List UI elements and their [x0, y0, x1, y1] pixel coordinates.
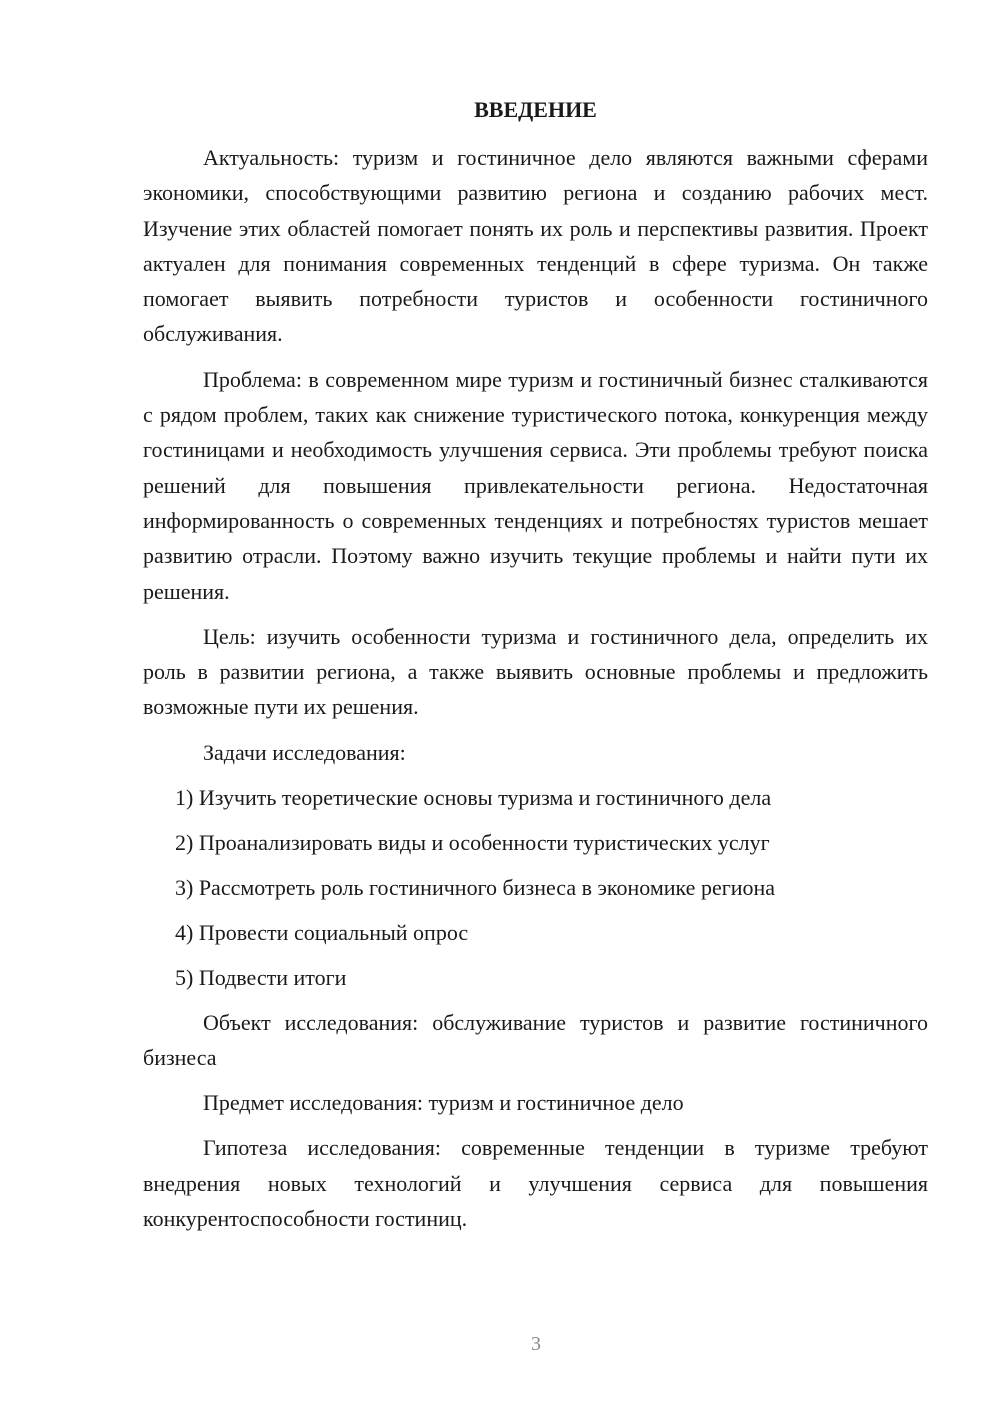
goal-paragraph: Цель: изучить особенности туризма и гостиничного дела, определить их роль в развитии региона, а также выявить основные проблемы и предложить возможные пути их решения. [143, 623, 928, 720]
task-item: 3) Рассмотреть роль гостиничного бизнеса в экономике региона [175, 874, 776, 900]
task-item: 4) Провести социальный опрос [175, 919, 469, 945]
page-number: 3 [531, 1333, 541, 1355]
document-page [143, 92, 928, 1246]
object-paragraph: Объект исследования: обслуживание туристов и развитие гостиничного бизнеса [143, 1009, 928, 1071]
task-item: 5) Подвести итоги [175, 964, 347, 990]
section-title: ВВЕДЕНИЕ [474, 97, 597, 122]
hypothesis-paragraph: Гипотеза исследования: современные тенденции в туризме требуют внедрения новых технологий и улучшения сервиса для повышения конкурентоспособности гостиниц. [143, 1135, 928, 1231]
task-item: 1) Изучить теоретические основы туризма и гостиничного дела [175, 784, 772, 810]
relevance-paragraph: Актуальность: туризм и гостиничное дело являются важными сферами экономики, способствующими развитию региона и созданию рабочих мест. Изучение этих областей помогает понять их роль и перспективы развития. Проект актуален для понимания современных тенденций в сфере туризма. Он также помогает выявить потребности туристов и особенности гостиничного обслуживания. [143, 145, 928, 347]
task-item: 2) Проанализировать виды и особенности туристических услуг [175, 829, 770, 855]
tasks-list [143, 780, 928, 995]
subject-paragraph: Предмет исследования: туризм и гостиничное дело [203, 1090, 684, 1116]
tasks-heading: Задачи исследования: [203, 739, 406, 765]
problem-paragraph: Проблема: в современном мире туризм и гостиничный бизнес сталкиваются с рядом проблем, таких как снижение туристического потока, конкуренция между гостиницами и необходимость улучшения сервиса. Эти проблемы требуют поиска решений для повышения привлекательности региона. Недостаточная информированность о современных тенденциях и потребностях туристов мешает развитию отрасли. Поэтому важно изучить текущие проблемы и найти пути их решения. [143, 366, 928, 604]
